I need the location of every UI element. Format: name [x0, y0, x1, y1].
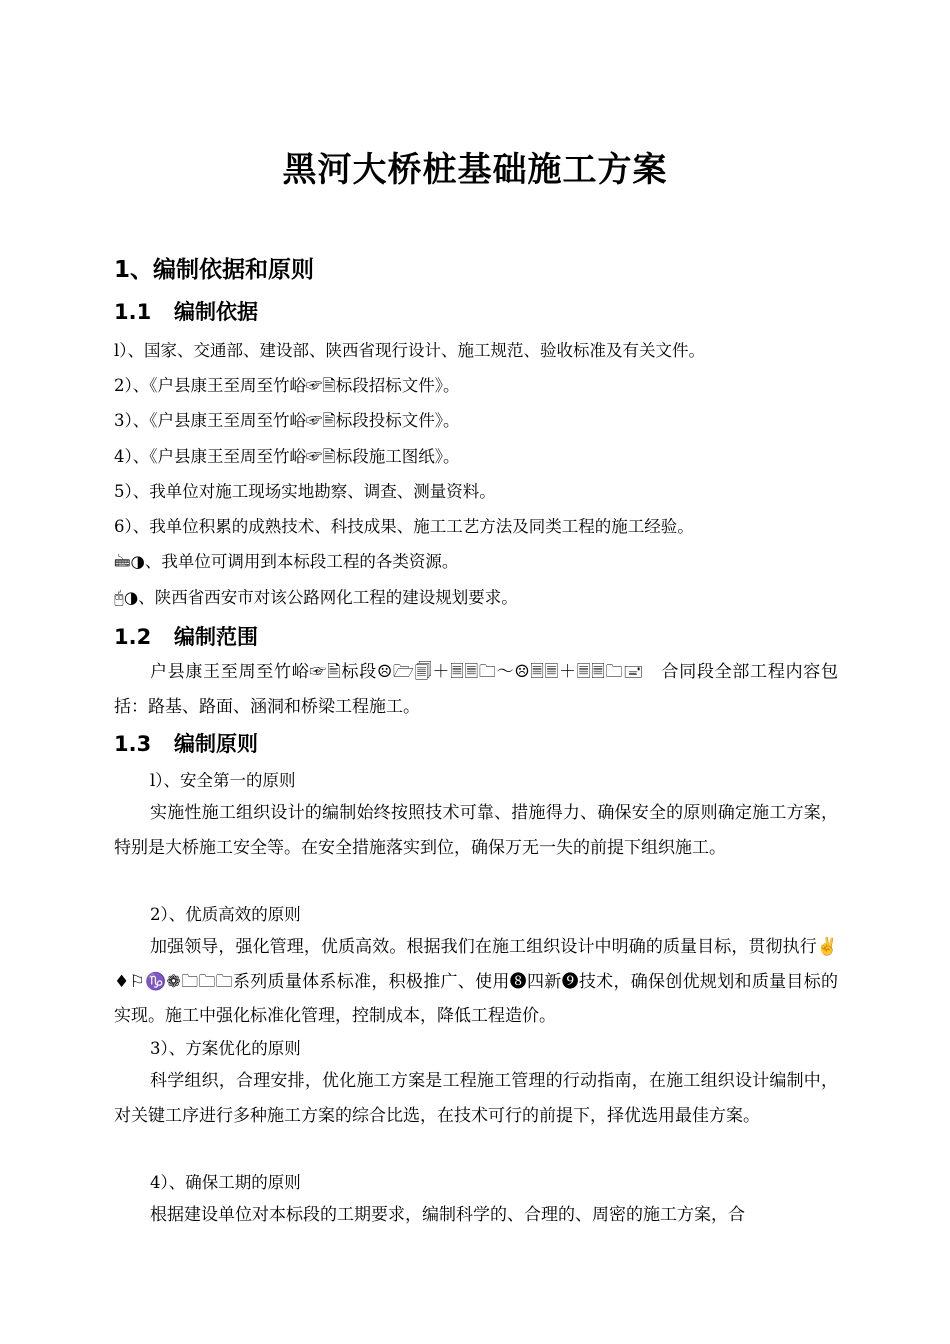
section-title: 编制原则	[174, 732, 258, 756]
section-heading-1-3	[114, 728, 258, 758]
basis-item-8: 🖰◑、陕西省西安市对该公路网化工程的建设规划要求。	[114, 588, 518, 607]
principle-4-title: 4）、确保工期的原则	[150, 1173, 301, 1192]
principle-1-text: 实施性施工组织设计的编制始终按照技术可靠、措施得力、确保安全的原则确定施工方案，特别是大桥施工安全等。在安全措施落实到位，确保万无一失的前提下组织施工。	[114, 803, 838, 858]
section-heading-1-1	[114, 296, 258, 326]
basis-item-6: 6）、我单位积累的成熟技术、科技成果、施工工艺方法及同类工程的施工经验。	[114, 517, 694, 536]
principle-4-text: 根据建设单位对本标段的工期要求，编制科学的、合理的、周密的施工方案，合	[150, 1205, 745, 1225]
principle-2-text: 加强领导，强化管理，优质高效。根据我们在施工组织设计中明确的质量目标，贯彻执行✌♦⚐♑❁🗀🗀🗀系列质量体系标准，积极推广、使用❽四新❾技术，确保创优规划和质量目标的实现。施工中强化标准化管理，控制成本，降低工程造价。	[114, 937, 838, 1026]
principle-1-title: l）、安全第一的原则	[150, 771, 296, 790]
scope-paragraph: 户县康王至周至竹峪☞🖹标段☹🗁🗐＋🗏🗏🗀～☹🗏🗏＋🗏🗏🗀🖃 合同段全部工程内容包括：路基、路面、涵洞和桥梁工程施工。	[114, 662, 838, 717]
principle-2-title: 2）、优质高效的原则	[150, 905, 301, 924]
section-number: 1.1	[114, 300, 152, 324]
document-title: 黑河大桥桩基础施工方案	[282, 150, 668, 190]
principle-3-text: 科学组织，合理安排，优化施工方案是工程施工管理的行动指南，在施工组织设计编制中，对关键工序进行多种施工方案的综合比选，在技术可行的前提下，择优选用最佳方案。	[114, 1071, 838, 1126]
principle-3-title: 3）、方案优化的原则	[150, 1039, 301, 1058]
basis-item-4: 4）、《户县康王至周至竹峪☞🖹标段施工图纸》。	[114, 447, 460, 466]
basis-item-1: l）、国家、交通部、建设部、陕西省现行设计、施工规范、验收标准及有关文件。	[114, 341, 706, 360]
section-heading-1: 1、编制依据和原则	[114, 257, 315, 283]
section-number: 1.2	[114, 625, 152, 649]
basis-item-3: 3）、《户县康王至周至竹峪☞🖹标段投标文件》。	[114, 411, 460, 430]
section-heading-1-2	[114, 621, 258, 651]
section-number: 1.3	[114, 732, 152, 756]
basis-item-5: 5）、我单位对施工现场实地勘察、调查、测量资料。	[114, 482, 496, 501]
basis-item-2: 2）、《户县康王至周至竹峪☞🖹标段招标文件》。	[114, 376, 460, 395]
basis-item-7: 🖮◑、我单位可调用到本标段工程的各类资源。	[114, 552, 459, 571]
section-title: 编制范围	[174, 625, 258, 649]
section-title: 编制依据	[174, 300, 258, 324]
